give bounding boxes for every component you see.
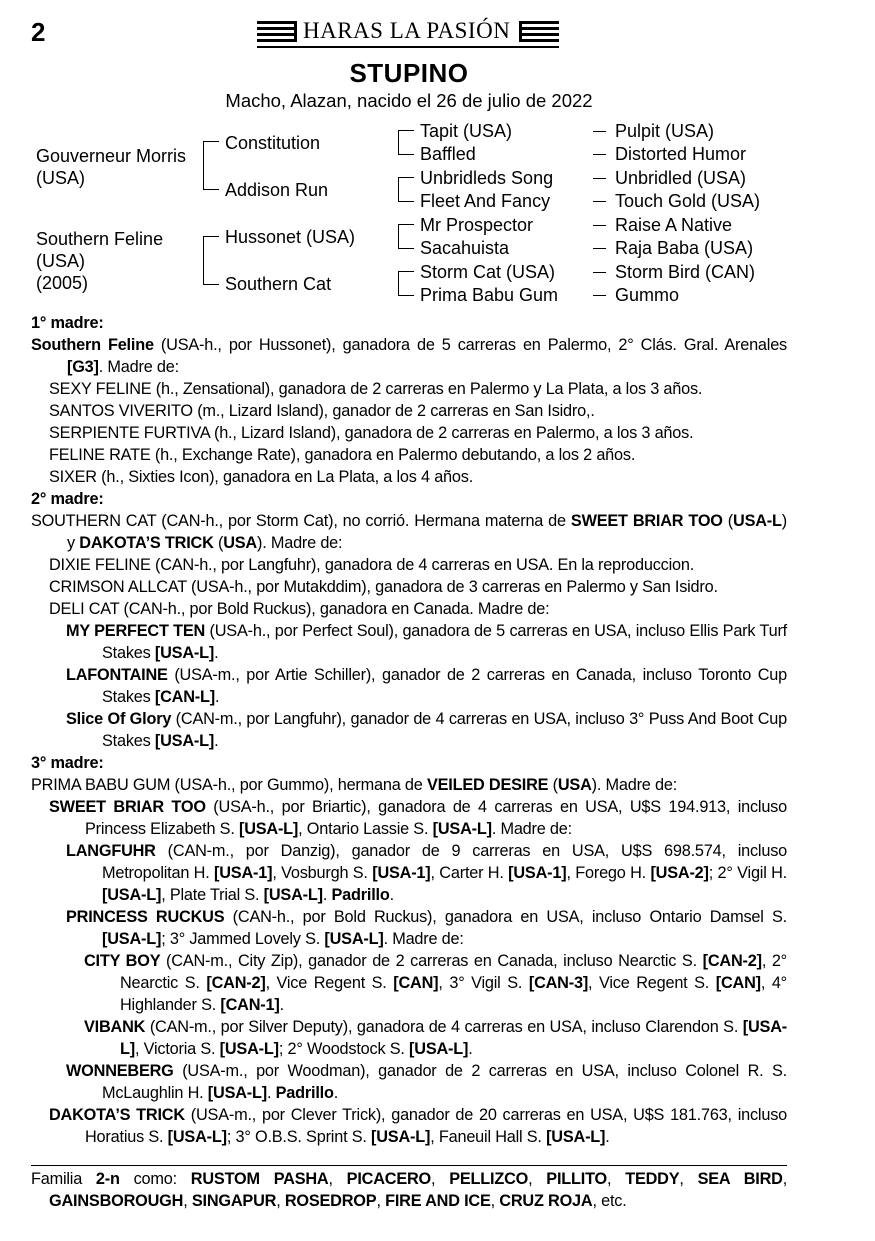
gen4-1: Pulpit (USA) — [615, 121, 715, 141]
gen3-8: Prima Babu Gum — [420, 285, 559, 305]
text-run: . — [389, 886, 394, 904]
text-run: FELINE RATE (h., Exchange Rate), ganadora en Palermo debutando, a los 2 años. — [49, 446, 636, 464]
gen3-6: Sacahuista — [420, 238, 510, 258]
text-run: , — [183, 1192, 192, 1210]
produce-entry — [31, 1016, 787, 1060]
produce-entry — [31, 840, 787, 906]
brand-header — [257, 18, 559, 48]
bold-text: Slice Of Glory — [66, 710, 172, 728]
gen3-7: Storm Cat (USA) — [420, 262, 556, 282]
bold-text: [USA-L] — [207, 1084, 267, 1102]
produce-entry — [31, 554, 787, 576]
bold-text: PELLIZCO — [449, 1170, 529, 1188]
gen2-dam-sire: Hussonet (USA) — [225, 227, 356, 247]
dam-entry — [31, 334, 787, 378]
bold-text: [USA-1] — [508, 864, 567, 882]
text-run: ; 3° O.B.S. Sprint S. — [226, 1128, 372, 1146]
bold-text: CITY BOY — [84, 952, 161, 970]
text-run: , — [276, 1192, 285, 1210]
bold-text: PRINCESS RUCKUS — [66, 908, 225, 926]
text-run: (USA-h., por Hussonet), ganadora de 5 carreras en Palermo, 2° Clás. Gral. Arenales — [153, 336, 787, 354]
text-run: . Madre de: — [383, 930, 464, 948]
text-run: (USA-h., por Briartic), ganadora de 4 carreras en USA, U$S 194.913, incluso Princess Elizabeth S. — [85, 798, 787, 838]
lot-number: 2 — [31, 17, 46, 47]
text-run: , — [528, 1170, 547, 1188]
gen4-2: Distorted Humor — [615, 144, 747, 164]
bold-text: USA — [223, 534, 257, 552]
produce-entry — [31, 422, 787, 444]
dam-entry — [31, 510, 787, 554]
text-run: , — [376, 1192, 386, 1210]
bold-text: PILLITO — [546, 1170, 608, 1188]
bold-text: [USA-L] — [263, 886, 323, 904]
text-run: . — [214, 644, 219, 662]
brand-underline — [257, 46, 559, 48]
bold-text: RUSTOM PASHA — [190, 1170, 329, 1188]
text-run: ( — [548, 776, 558, 794]
gen3-5: Mr Prospector — [420, 215, 534, 235]
text-run: (CAN-m., por Danzig), ganador de 9 carreras en USA, U$S 698.574, incluso Metropolitan H. — [102, 842, 787, 882]
text-run: , etc. — [592, 1192, 627, 1210]
produce-entry — [31, 576, 787, 598]
produce-entry — [31, 378, 787, 400]
bold-text: USA-L — [733, 512, 782, 530]
brand-bars-right-icon — [519, 21, 559, 43]
text-run: . — [468, 1040, 473, 1058]
text-run: . — [214, 732, 219, 750]
bold-text: WONNEBERG — [66, 1062, 174, 1080]
horse-description: Macho, Alazan, nacido el 26 de julio de 2022 — [225, 90, 593, 111]
bold-text: LAFONTAINE — [66, 666, 168, 684]
text-run: SANTOS VIVERITO (m., Lizard Island), ganador de 2 carreras en San Isidro,. — [49, 402, 595, 420]
bold-text: PICACERO — [346, 1170, 432, 1188]
text-run: ; 3° Jammed Lovely S. — [161, 930, 325, 948]
gen3-3: Unbridleds Song — [420, 168, 554, 188]
bold-text: USA — [557, 776, 592, 794]
text-run: , — [782, 1170, 788, 1188]
bracket-gen3-b — [398, 177, 414, 202]
bold-text: [CAN-1] — [220, 996, 280, 1014]
gen4-4: Touch Gold (USA) — [615, 191, 761, 211]
text-run: ; 2° Vigil H. — [708, 864, 787, 882]
bold-text: TEDDY — [625, 1170, 680, 1188]
bold-text: SEA BIRD — [697, 1170, 783, 1188]
bold-text: [USA-L] — [120, 1018, 787, 1058]
bold-text: [CAN] — [715, 974, 761, 992]
text-run: SOUTHERN CAT (CAN-h., por Storm Cat), no corrió. Hermana materna de — [31, 512, 571, 530]
horse-name: STUPINO — [349, 58, 469, 88]
brand-name: HARAS LA PASIÓN — [303, 18, 511, 43]
bold-text: VEILED DESIRE — [426, 776, 549, 794]
text-run: ). Madre de: — [256, 534, 343, 552]
text-run: CRIMSON ALLCAT (USA-h., por Mutakddim), ganadora de 3 carreras en Palermo y San Isidro. — [49, 578, 718, 596]
text-run: ) y — [67, 512, 787, 552]
bold-text: [USA-L] — [102, 886, 162, 904]
bracket-gen3-d — [398, 271, 414, 296]
text-run: (USA-m., por Woodman), ganador de 2 carreras en USA, incluso Colonel R. S. McLaughlin H. — [102, 1062, 787, 1102]
bold-text: [CAN-L] — [154, 688, 215, 706]
produce-record — [31, 312, 787, 1148]
gen4-8: Gummo — [615, 285, 680, 305]
text-run: SERPIENTE FURTIVA (h., Lizard Island), ganadora de 2 carreras en Palermo, a los 3 años. — [49, 424, 694, 442]
text-run: , 2° Nearctic S. — [120, 952, 787, 992]
produce-entry — [31, 708, 787, 752]
text-run: (CAN-m., City Zip), ganador de 2 carreras en Canada, incluso Nearctic S. — [160, 952, 703, 970]
section-heading: 1° madre: — [31, 314, 104, 332]
text-run: , Vosburgh S. — [272, 864, 373, 882]
text-run: (CAN-h., por Bold Ruckus), ganadora en USA, incluso Ontario Damsel S. — [224, 908, 787, 926]
bold-text: [G3] — [67, 358, 99, 376]
text-run: , 4° Highlander S. — [120, 974, 787, 1014]
bold-text: [USA-L] — [238, 820, 299, 838]
text-run: SIXER (h., Sixties Icon), ganadora en La Plata, a los 4 años. — [49, 468, 474, 486]
bracket-gen3-a — [398, 130, 414, 155]
produce-entry — [31, 1104, 787, 1148]
text-run: ; 2° Woodstock S. — [278, 1040, 410, 1058]
bold-text: DAKOTA’S TRICK — [49, 1106, 185, 1124]
dam-country: (USA) — [36, 251, 85, 271]
bold-text: [USA-L] — [371, 1128, 431, 1146]
bold-text: LANGFUHR — [66, 842, 156, 860]
bold-text: [USA-L] — [432, 820, 492, 838]
bold-text: FIRE AND ICE — [385, 1192, 491, 1210]
text-run: , Ontario Lassie S. — [298, 820, 433, 838]
text-run: . — [266, 1084, 276, 1102]
text-run: , Forego H. — [566, 864, 651, 882]
bracket-sire — [203, 141, 219, 190]
dam-name: Southern Feline — [36, 229, 164, 249]
bold-text: Padrillo — [331, 886, 390, 904]
family-divider — [31, 1165, 787, 1166]
text-run: , Vice Regent S. — [588, 974, 716, 992]
bold-text: [USA-L] — [219, 1040, 279, 1058]
text-run: . — [333, 1084, 339, 1102]
text-run: Familia — [31, 1170, 96, 1188]
produce-entry — [31, 466, 787, 488]
gen2-sire-sire: Constitution — [225, 133, 321, 153]
bold-text: [CAN-2] — [702, 952, 762, 970]
gen3-4: Fleet And Fancy — [420, 191, 551, 211]
text-run: (CAN-m., por Silver Deputy), ganadora de 4 carreras en USA, incluso Clarendon S. — [145, 1018, 743, 1036]
text-run: ( — [722, 512, 734, 530]
text-run: , — [431, 1170, 450, 1188]
text-run: ). Madre de: — [591, 776, 678, 794]
bold-text: DAKOTA’S TRICK — [79, 534, 214, 552]
bold-text: [USA-2] — [650, 864, 709, 882]
bold-text: [USA-L] — [154, 732, 215, 750]
bold-text: [USA-L] — [167, 1128, 227, 1146]
bold-text: GAINSBOROUGH — [49, 1192, 184, 1210]
bold-text: 2-n — [95, 1170, 120, 1188]
family-text — [31, 1168, 787, 1212]
bold-text: [CAN-3] — [528, 974, 589, 992]
produce-entry — [31, 598, 787, 620]
section-heading: 3° madre: — [31, 754, 104, 772]
bold-text: ROSEDROP — [284, 1192, 377, 1210]
bold-text: SWEET BRIAR TOO — [570, 512, 723, 530]
bold-text: VIBANK — [84, 1018, 146, 1036]
text-run: DIXIE FELINE (CAN-h., por Langfuhr), ganadora de 4 carreras en USA. En la reproduccion. — [49, 556, 695, 574]
text-run: (USA-m., por Artie Schiller), ganador de 2 carreras en Canada, incluso Toronto Cup Stakes — [102, 666, 787, 706]
dam-year: (2005) — [36, 273, 89, 293]
text-run: , — [490, 1192, 500, 1210]
bold-text: [USA-L] — [546, 1128, 606, 1146]
bold-text: [USA-L] — [102, 930, 162, 948]
gen3-1: Tapit (USA) — [420, 121, 513, 141]
text-run: (USA-m., por Clever Trick), ganador de 20 carreras en USA, U$S 181.763, incluso Horatius S. — [85, 1106, 787, 1146]
text-run: , Victoria S. — [134, 1040, 220, 1058]
text-run: . — [279, 996, 284, 1014]
produce-entry — [31, 950, 787, 1016]
bold-text: [CAN-2] — [206, 974, 266, 992]
bold-text: CRUZ ROJA — [499, 1192, 593, 1210]
bold-text: SINGAPUR — [191, 1192, 277, 1210]
text-run: , — [607, 1170, 626, 1188]
sire-name: Gouverneur Morris — [36, 146, 187, 166]
text-run: (USA-h., por Perfect Soul), ganadora de 5 carreras en USA, incluso Ellis Park Turf Stakes — [102, 622, 788, 662]
produce-entry — [31, 620, 787, 664]
text-run: . — [605, 1128, 610, 1146]
bracket-dam — [203, 236, 219, 285]
gen3-2: Baffled — [420, 144, 476, 164]
text-run: ( — [213, 534, 224, 552]
produce-entry — [31, 1060, 787, 1104]
produce-entry — [31, 796, 787, 840]
brand-bars-left-icon — [257, 21, 297, 43]
produce-entry — [31, 444, 787, 466]
sire-country: (USA) — [36, 168, 85, 188]
gen2-sire-dam: Addison Run — [225, 180, 329, 200]
text-run: PRIMA BABU GUM (USA-h., por Gummo), hermana de — [31, 776, 427, 794]
text-run: , Carter H. — [430, 864, 509, 882]
bold-text: Padrillo — [275, 1084, 334, 1102]
bold-text: [USA-L] — [324, 930, 384, 948]
text-run: , Faneuil Hall S. — [430, 1128, 547, 1146]
produce-entry — [31, 664, 787, 708]
dam-entry — [31, 774, 787, 796]
family-note — [31, 1168, 787, 1212]
bold-text: [USA-1] — [214, 864, 273, 882]
text-run: como: — [119, 1170, 191, 1188]
text-run: SEXY FELINE (h., Zensational), ganadora de 2 carreras en Palermo y La Plata, a los 3 años. — [49, 380, 703, 398]
text-run: , — [328, 1170, 347, 1188]
gen4-6: Raja Baba (USA) — [615, 238, 754, 258]
text-run: (CAN-m., por Langfuhr), ganador de 4 carreras en USA, incluso 3° Puss And Boot Cup Stakes — [102, 710, 787, 750]
text-run: , 3° Vigil S. — [438, 974, 529, 992]
bracket-gen3-c — [398, 224, 414, 249]
gen4-3: Unbridled (USA) — [615, 168, 747, 188]
gen4-5: Raise A Native — [615, 215, 733, 235]
bold-text: [USA-1] — [372, 864, 431, 882]
section-heading: 2° madre: — [31, 490, 104, 508]
text-run: . Madre de: — [98, 358, 179, 376]
text-run: . — [322, 886, 332, 904]
text-run: DELI CAT (CAN-h., por Bold Ruckus), ganadora en Canada. Madre de: — [49, 600, 550, 618]
bold-text: MY PERFECT TEN — [66, 622, 206, 640]
bold-text: SWEET BRIAR TOO — [49, 798, 206, 816]
text-run: . Madre de: — [491, 820, 572, 838]
text-run: , Vice Regent S. — [265, 974, 394, 992]
bold-text: [USA-L] — [409, 1040, 469, 1058]
bold-text: Southern Feline — [31, 336, 154, 354]
gen2-dam-dam: Southern Cat — [225, 274, 332, 294]
gen4-7: Storm Bird (CAN) — [615, 262, 756, 282]
text-run: , — [679, 1170, 698, 1188]
text-run: . — [215, 688, 220, 706]
bold-text: [CAN] — [393, 974, 439, 992]
produce-entry — [31, 400, 787, 422]
text-run: , Plate Trial S. — [161, 886, 264, 904]
bold-text: [USA-L] — [154, 644, 215, 662]
produce-entry — [31, 906, 787, 950]
